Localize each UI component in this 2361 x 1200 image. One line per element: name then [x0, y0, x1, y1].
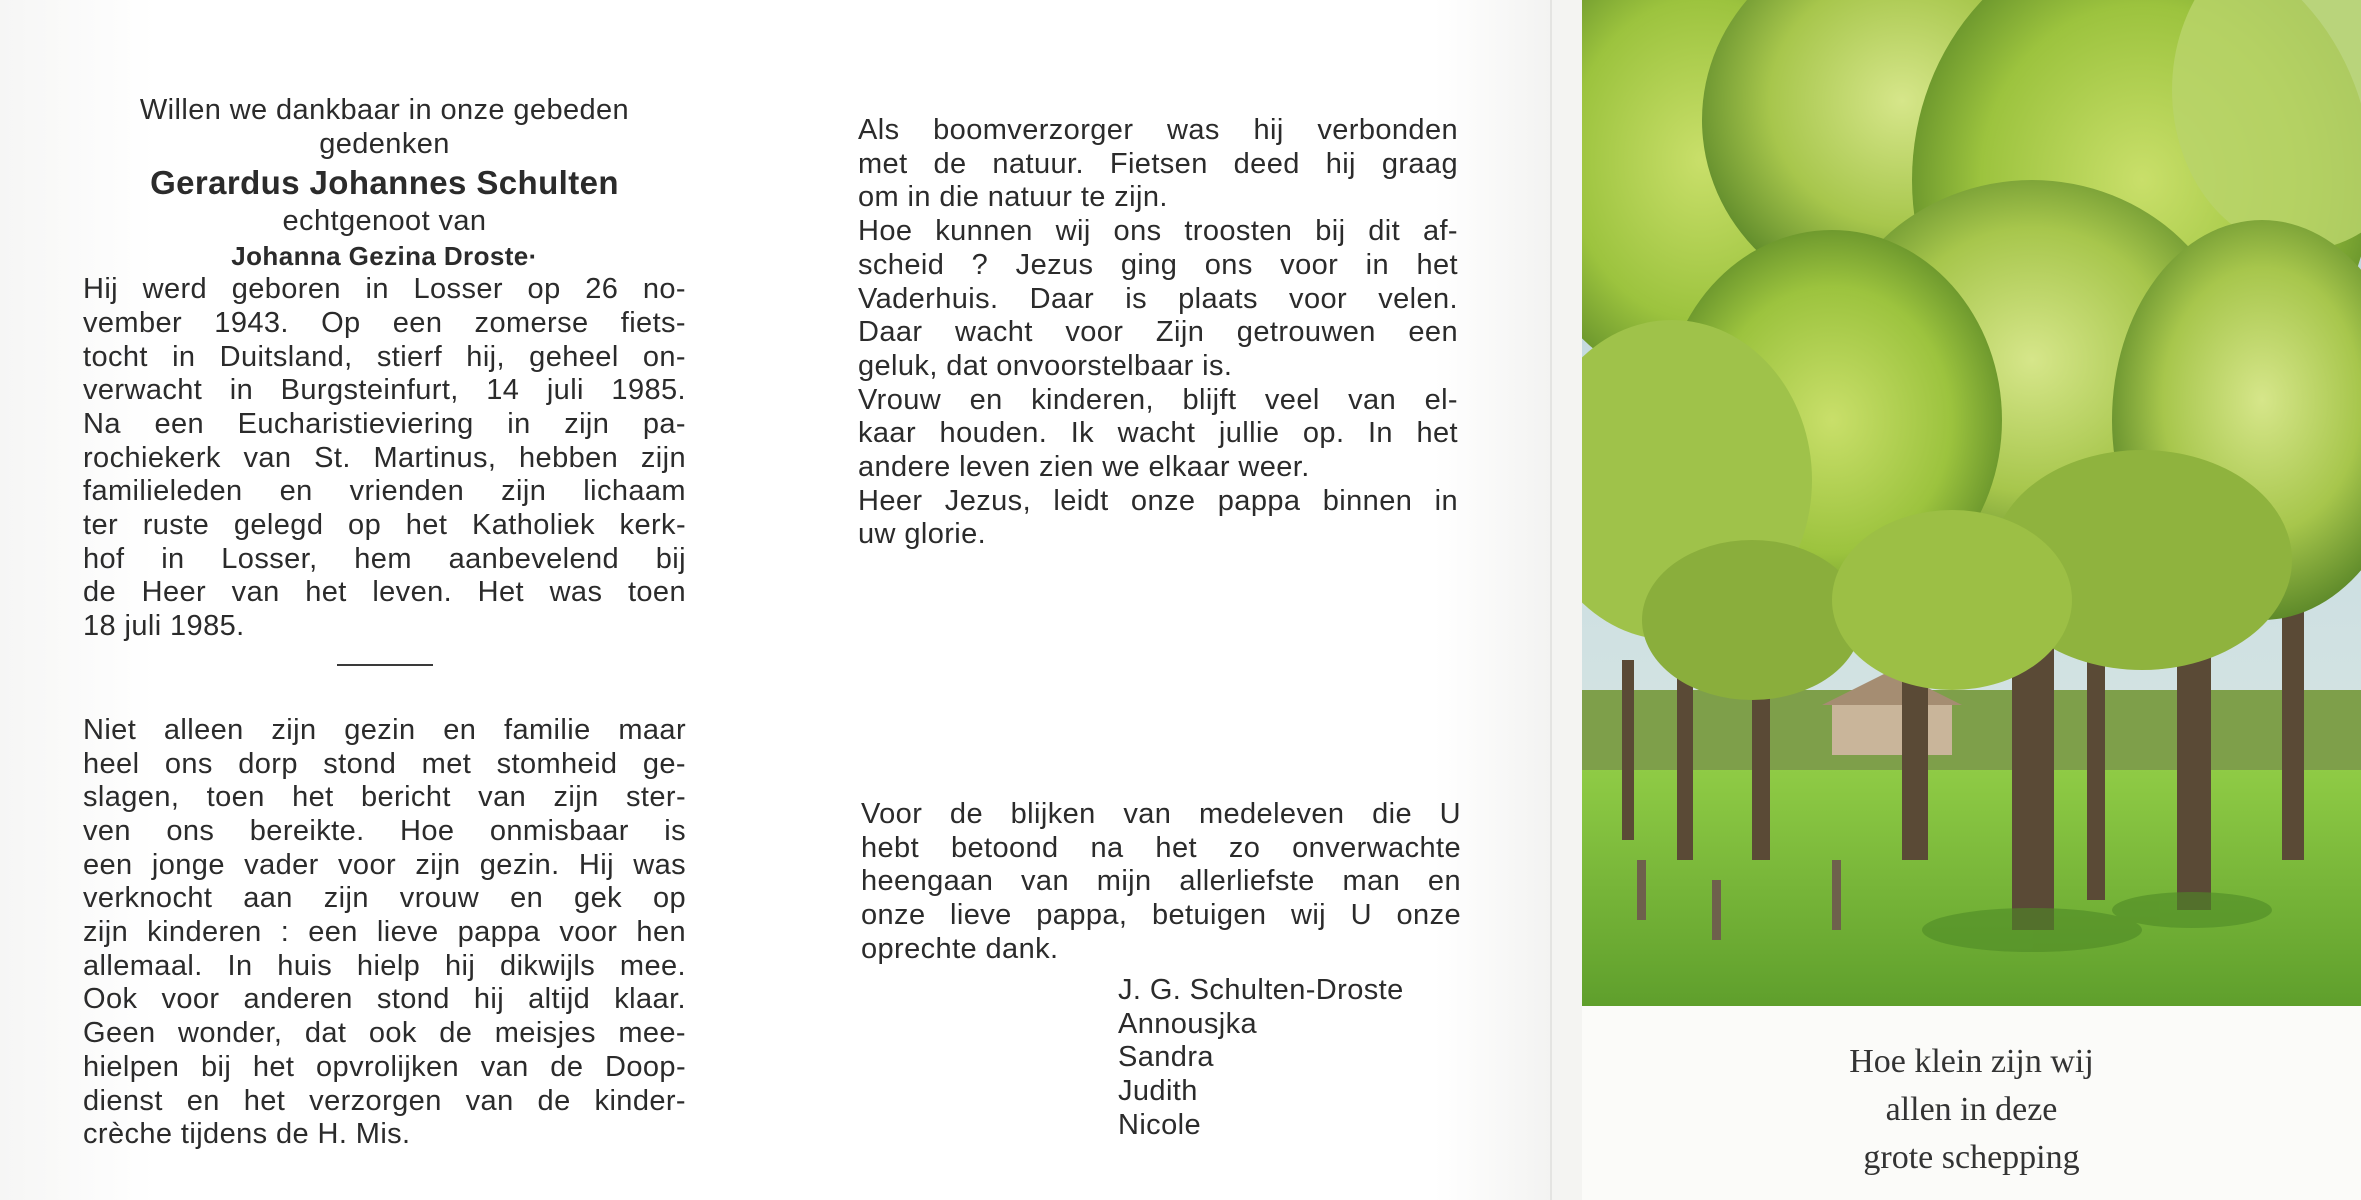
text-line: Geen wonder, dat ook de meisjes mee- [83, 1017, 686, 1050]
text-line: scheid ? Jezus ging ons voor in het [858, 248, 1458, 281]
text-line: vember 1943. Op een zomerse fiets- [83, 306, 686, 339]
left-text-column [83, 94, 686, 1152]
text-line: tocht in Duitsland, stierf hij, geheel on- [83, 340, 686, 373]
text-line: om in die natuur te zijn. [858, 181, 1168, 214]
signature-name: Sandra [1118, 1041, 1214, 1074]
signature-name: J. G. Schulten-Droste [1118, 974, 1404, 1006]
text-line: Na een Eucharistieviering in zijn pa- [83, 407, 686, 440]
text-line: Ook voor anderen stond hij altijd klaar. [83, 983, 686, 1016]
text-line: hebt betoond na het zo onverwachte [861, 831, 1461, 864]
text-line: familieleden en vrienden zijn lichaam [83, 475, 686, 508]
text-line: allemaal. In huis hielp hij dikwijls mee. [83, 949, 686, 982]
text-line: heel ons dorp stond met stomheid ge- [83, 747, 686, 780]
text-line: uw glorie. [858, 518, 987, 551]
text-line: dienst en het verzorgen van de kinder- [83, 1084, 686, 1117]
meadow [1582, 770, 2361, 1006]
tree-foliage [1582, 0, 2361, 700]
spouse-name: Johanna Gezina Droste· [231, 241, 538, 272]
text-line: met de natuur. Fietsen deed hij graag [858, 147, 1458, 180]
text-line: slagen, toen het bericht van zijn ster- [83, 781, 686, 814]
text-line: heengaan van mijn allerliefste man en [861, 865, 1461, 898]
text-line: verwacht in Burgsteinfurt, 14 juli 1985. [83, 374, 686, 407]
text-line: de Heer van het leven. Het was toen [83, 576, 686, 609]
caption-line: Hoe klein zijn wij [1849, 1043, 2094, 1080]
section-divider [337, 664, 433, 666]
reflection-paragraph [858, 114, 1458, 552]
text-line: Niet alleen zijn gezin en familie maar [83, 713, 686, 746]
caption-line: grote schepping [1863, 1139, 2080, 1176]
text-line: Voor de blijken van medeleven die U [861, 798, 1461, 830]
spouse-label: echtgenoot van [282, 205, 487, 238]
text-line: Vrouw en kinderen, blijft veel van el- [858, 383, 1458, 416]
text-line: Vaderhuis. Daar is plaats voor velen. [858, 282, 1458, 315]
text-line: een jonge vader voor zijn gezin. Hij was [83, 848, 686, 881]
hedge [1582, 690, 2361, 770]
deceased-name: Gerardus Johannes Schulten [150, 164, 619, 202]
photo-caption [1582, 1038, 2361, 1182]
text-line: onze lieve pappa, betuigen wij U onze [861, 899, 1461, 932]
card-fold-line [1550, 0, 1552, 1200]
text-line: ven ons bereikte. Hoe onmisbaar is [83, 814, 686, 847]
text-line: Als boomverzorger was hij verbonden [858, 114, 1458, 146]
text-line: kaar houden. Ik wacht jullie op. In het [858, 417, 1458, 450]
intro-line: gedenken [319, 127, 450, 160]
text-line: oprechte dank. [861, 932, 1059, 965]
text-line: ter ruste gelegd op het Katholiek kerk- [83, 509, 686, 542]
text-line: Daar wacht voor Zijn getrouwen een [858, 316, 1458, 349]
text-line: rochiekerk van St. Martinus, hebben zijn [83, 441, 686, 474]
biography-paragraph [83, 273, 686, 644]
photo-caption-area [1582, 1006, 2361, 1200]
signature-name: Nicole [1118, 1108, 1201, 1141]
trees-meadow-illustration [1582, 0, 2361, 1006]
tribute-paragraph [83, 714, 686, 1152]
text-line: Heer Jezus, leidt onze pappa binnen in [858, 484, 1458, 517]
signature-name: Judith [1118, 1075, 1198, 1108]
text-line: Hoe kunnen wij ons troosten bij dit af- [858, 215, 1458, 248]
text-line: hielpen bij het opvrolijken van de Doop- [83, 1050, 686, 1083]
family-signatures [1118, 974, 1404, 1143]
text-line: hof in Losser, hem aanbevelend bij [83, 542, 686, 575]
caption-line: allen in deze [1885, 1091, 2058, 1128]
text-line: zijn kinderen : een lieve pappa voor hen [83, 916, 686, 949]
thanks-paragraph [861, 798, 1461, 967]
text-line: Hij werd geboren in Losser op 26 no- [83, 273, 686, 306]
landscape-photo [1582, 0, 2361, 1006]
text-line: verknocht aan zijn vrouw en gek op [83, 882, 686, 915]
text-line: crèche tijdens de H. Mis. [83, 1118, 411, 1151]
signature-name: Annousjka [1118, 1007, 1258, 1040]
text-line: andere leven zien we elkaar weer. [858, 451, 1310, 484]
text-line: geluk, dat onvoorstelbaar is. [858, 349, 1233, 382]
intro-line: Willen we dankbaar in onze gebeden [139, 94, 630, 126]
farmhouse [1832, 700, 1952, 755]
text-line: 18 juli 1985. [83, 610, 245, 643]
